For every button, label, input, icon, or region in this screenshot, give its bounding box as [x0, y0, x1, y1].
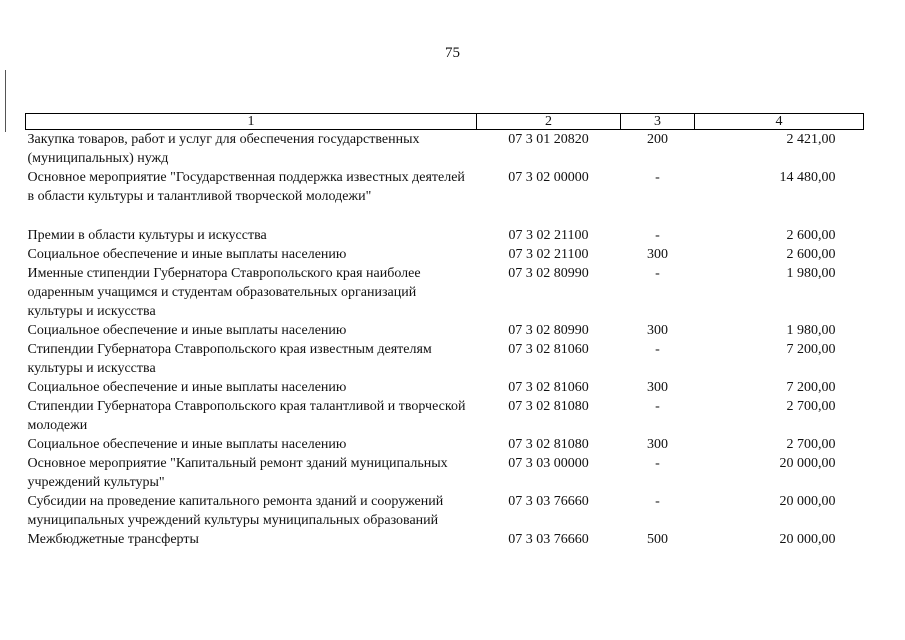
row-type: -	[655, 266, 660, 281]
row-amount: 20 000,00	[779, 532, 836, 547]
row-type: -	[655, 170, 660, 185]
row-code: 07 3 01 20820	[508, 132, 589, 147]
row-name: Основное мероприятие "Государственная поддержка известных деятелей в области культуры и талантливой творческой молодежи"	[27, 170, 465, 204]
row-name: Социальное обеспечение и иные выплаты населению	[27, 247, 347, 262]
row-name: Межбюджетные трансферты	[27, 532, 199, 547]
row-amount: 2 600,00	[786, 247, 836, 262]
table-row	[26, 492, 864, 530]
row-type: -	[655, 228, 660, 243]
row-amount: 20 000,00	[779, 456, 836, 471]
page-number: 75	[445, 45, 460, 61]
row-type: 300	[647, 380, 668, 395]
row-type: 300	[647, 323, 668, 338]
header-col-1: 1	[26, 114, 477, 130]
header-col-4: 4	[695, 114, 864, 130]
row-amount: 2 600,00	[786, 228, 836, 243]
row-amount: 7 200,00	[786, 380, 836, 395]
row-name: Субсидии на проведение капитального ремонта зданий и сооружений муниципальных учреждений культуры муниципальных образований	[27, 494, 444, 528]
table-row	[26, 340, 864, 378]
row-name: Социальное обеспечение и иные выплаты населению	[27, 437, 347, 452]
row-type: 200	[647, 132, 668, 147]
margin-rule	[5, 70, 6, 132]
row-type: -	[655, 494, 660, 509]
row-type: 500	[647, 532, 668, 547]
row-code: 07 3 02 81060	[508, 342, 589, 357]
row-type: 300	[647, 437, 668, 452]
table-row	[26, 245, 864, 264]
row-code: 07 3 02 81080	[508, 437, 589, 452]
row-name: Закупка товаров, работ и услуг для обеспечения государственных (муниципальных) нужд	[27, 132, 420, 166]
row-amount: 7 200,00	[786, 342, 836, 357]
row-amount: 1 980,00	[786, 266, 836, 281]
row-name: Основное мероприятие "Капитальный ремонт зданий муниципальных учреждений культуры"	[27, 456, 448, 490]
table-row	[26, 397, 864, 435]
row-code: 07 3 03 76660	[508, 494, 589, 509]
row-code: 07 3 02 81060	[508, 380, 589, 395]
table-row	[26, 264, 864, 321]
table-row	[26, 454, 864, 492]
header-col-3: 3	[621, 114, 695, 130]
row-spacer	[26, 206, 864, 226]
row-name: Премии в области культуры и искусства	[27, 228, 267, 243]
table-row	[26, 168, 864, 206]
row-name: Социальное обеспечение и иные выплаты населению	[27, 380, 347, 395]
row-name: Стипендии Губернатора Ставропольского края известным деятелям культуры и искусства	[27, 342, 432, 376]
table-row	[26, 130, 864, 169]
table-row	[26, 321, 864, 340]
row-code: 07 3 02 21100	[508, 228, 589, 243]
row-type: -	[655, 456, 660, 471]
table-row	[26, 530, 864, 549]
table-row	[26, 226, 864, 245]
table-row	[26, 378, 864, 397]
header-col-2: 2	[477, 114, 621, 130]
row-code: 07 3 02 80990	[508, 323, 589, 338]
row-type: 300	[647, 247, 668, 262]
row-code: 07 3 02 80990	[508, 266, 589, 281]
row-type: -	[655, 342, 660, 357]
row-name: Социальное обеспечение и иные выплаты населению	[27, 323, 347, 338]
row-amount: 20 000,00	[779, 494, 836, 509]
row-code: 07 3 03 76660	[508, 532, 589, 547]
table-row	[26, 435, 864, 454]
row-amount: 2 700,00	[786, 437, 836, 452]
row-type: -	[655, 399, 660, 414]
row-name: Именные стипендии Губернатора Ставропольского края наиболее одаренным учащимся и студентам образовательных организаций культуры и искусства	[27, 266, 421, 319]
row-amount: 1 980,00	[786, 323, 836, 338]
row-amount: 14 480,00	[779, 170, 836, 185]
row-code: 07 3 03 00000	[508, 456, 589, 471]
row-amount: 2 700,00	[786, 399, 836, 414]
row-name: Стипендии Губернатора Ставропольского края талантливой и творческой молодежи	[27, 399, 466, 433]
row-code: 07 3 02 21100	[508, 247, 589, 262]
table-header-row	[26, 114, 864, 130]
row-code: 07 3 02 00000	[508, 170, 589, 185]
budget-table	[25, 113, 864, 549]
row-code: 07 3 02 81080	[508, 399, 589, 414]
row-amount: 2 421,00	[786, 132, 836, 147]
